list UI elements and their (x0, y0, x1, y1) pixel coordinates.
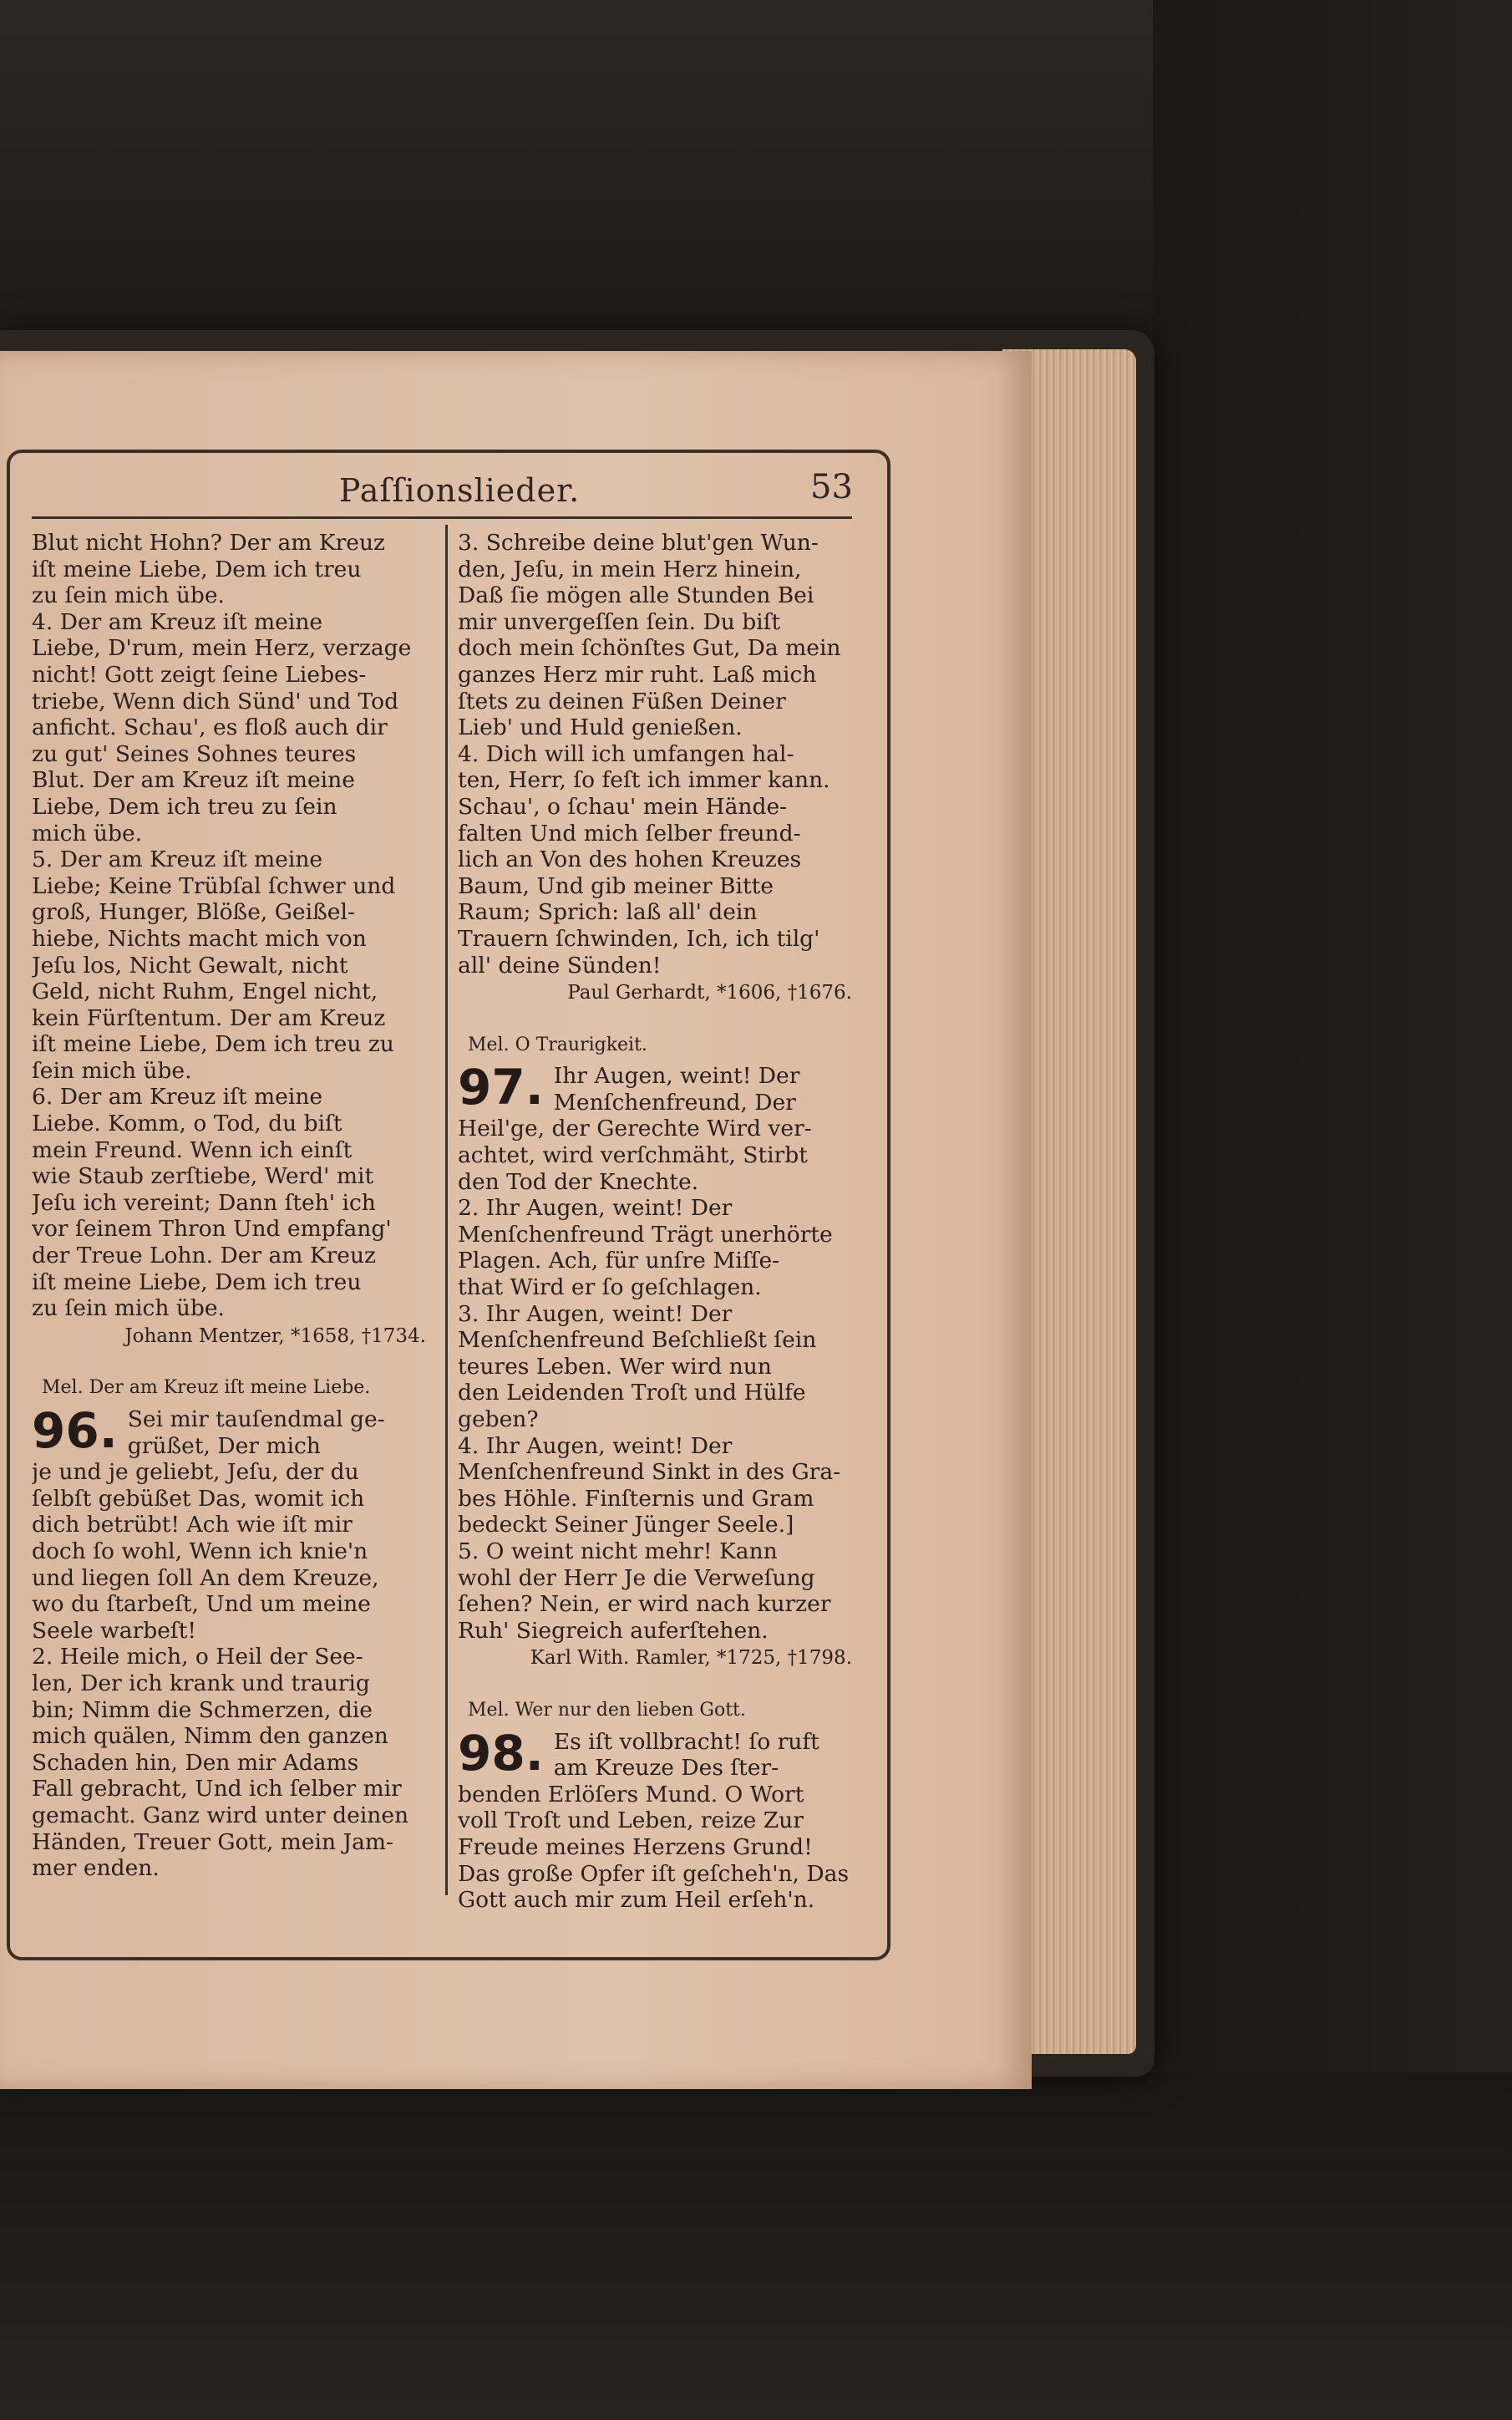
text-line: Schaden hin, Den mir Adams (32, 1749, 359, 1776)
text-line: teures Leben. Wer wird nun (458, 1353, 772, 1380)
text-line: Freude meines Herzens Grund! (458, 1833, 813, 1860)
hymn-96-body (32, 1459, 431, 1882)
text-line: ſein mich übe. (32, 1057, 192, 1084)
text-line: doch mein ſchönſtes Gut, Da mein (458, 635, 841, 662)
text-line: Liebe, Dem ich treu zu ſein (32, 793, 337, 820)
text-line: 5. Der am Kreuz iſt meine (32, 846, 323, 873)
text-line: nicht! Gott zeigt ſeine Liebes- (32, 661, 367, 688)
text-line: den Tod der Knechte. (458, 1168, 699, 1195)
text-line: Trauern ſchwinden, Ich, ich tilg' (458, 925, 820, 952)
author-line: Johann Mentzer, *1658, †1734. (124, 1324, 426, 1347)
text-line: wo du ſtarbeſt, Und um meine (32, 1591, 371, 1618)
hymn-number: 98. (458, 1724, 544, 1782)
text-line: Menſchenfreund Trägt unerhörte (458, 1221, 833, 1248)
text-line: mich übe. (32, 820, 143, 846)
background-right (1153, 0, 1512, 2420)
text-line: triebe, Wenn dich Sünd' und Tod (32, 688, 399, 714)
text-line: Liebe, D'rum, mein Herz, verzage (32, 635, 412, 662)
text-line: achtet, wird verſchmäht, Stirbt (458, 1142, 808, 1169)
text-line: Plagen. Ach, für unſre Miſſe- (458, 1248, 780, 1274)
text-line: grüßet, Der mich (127, 1432, 321, 1459)
text-line: wie Staub zerſtiebe, Werd' mit (32, 1163, 374, 1190)
author-line: Karl With. Ramler, *1725, †1798. (530, 1647, 852, 1670)
text-line: iſt meine Liebe, Dem ich treu (32, 1268, 362, 1295)
text-line: den, Jeſu, in mein Herz hinein, (458, 556, 802, 582)
hymn-97-body (458, 1116, 857, 1644)
text-line: iſt meine Liebe, Dem ich treu (32, 556, 362, 582)
text-line: ſehen? Nein, er wird nach kurzer (458, 1591, 831, 1618)
text-line: Lieb' und Huld genießen. (458, 714, 743, 741)
text-line: all' deine Sünden! (458, 952, 662, 979)
text-line: vor ſeinem Thron Und empfang' (32, 1216, 392, 1243)
author-line: Paul Gerhardt, *1606, †1676. (567, 982, 852, 1004)
background-bottom (0, 2072, 1512, 2420)
text-line: Liebe. Komm, o Tod, du biſt (32, 1111, 342, 1137)
text-line: kein Fürſtentum. Der am Kreuz (32, 1004, 386, 1031)
left-column (32, 530, 431, 1882)
text-line: 6. Der am Kreuz iſt meine (32, 1084, 323, 1111)
text-line: 5. O weint nicht mehr! Kann (458, 1538, 778, 1564)
text-line: dich betrübt! Ach wie iſt mir (32, 1512, 353, 1538)
text-line: bedeckt Seiner Jünger Seele.] (458, 1512, 794, 1538)
text-line: ten, Herr, ſo feſt ich immer kann. (458, 767, 830, 794)
text-line: Blut. Der am Kreuz iſt meine (32, 767, 355, 794)
text-line: ganzes Herz mir ruht. Laß mich (458, 661, 817, 688)
text-line: bin; Nimm die Schmerzen, die (32, 1696, 373, 1723)
text-line: Ihr Augen, weint! Der (553, 1063, 800, 1090)
text-line: Geld, nicht Ruhm, Engel nicht, (32, 979, 378, 1005)
text-line: Liebe; Keine Trübſal ſchwer und (32, 872, 396, 899)
text-line: mich quälen, Nimm den ganzen (32, 1723, 388, 1750)
text-line: 3. Ihr Augen, weint! Der (458, 1300, 733, 1327)
text-line: je und je geliebt, Jeſu, der du (32, 1459, 359, 1486)
text-line: Raum; Sprich: laß all' dein (458, 899, 758, 926)
melody-line: Mel. O Traurigkeit. (468, 1034, 647, 1055)
hymn-98-body (458, 1782, 857, 1914)
text-line: gemacht. Ganz wird unter deinen (32, 1802, 409, 1828)
text-line: am Kreuze Des ſter- (553, 1755, 779, 1782)
text-line: benden Erlöſers Mund. O Wort (458, 1781, 804, 1807)
text-line: Baum, Und gib meiner Bitte (458, 872, 774, 899)
header-rule (32, 516, 852, 519)
text-line: Blut nicht Hohn? Der am Kreuz (32, 530, 385, 556)
text-line: geben? (458, 1406, 539, 1432)
text-line: wohl der Herr Je die Verweſung (458, 1564, 815, 1591)
right-column (458, 530, 857, 1914)
text-line: voll Troſt und Leben, reize Zur (458, 1807, 804, 1834)
text-line: und liegen ſoll An dem Kreuze, (32, 1564, 379, 1591)
text-line: Es iſt vollbracht! ſo ruft (553, 1728, 819, 1755)
text-line: iſt meine Liebe, Dem ich treu zu (32, 1031, 394, 1058)
text-line: 3. Schreibe deine blut'gen Wun- (458, 530, 819, 556)
hymn-96-start (32, 1402, 431, 1459)
text-line: bes Höhle. Finſternis und Gram (458, 1485, 814, 1512)
text-line: Jeſu los, Nicht Gewalt, nicht (32, 952, 348, 979)
text-line: mer enden. (32, 1855, 160, 1882)
right-continuation (458, 530, 857, 979)
text-line: Menſchenfreund, Der (553, 1089, 796, 1116)
text-line: 2. Ihr Augen, weint! Der (458, 1195, 733, 1222)
text-line: Seele warbeſt! (32, 1617, 197, 1644)
text-line: hiebe, Nichts macht mich von (32, 925, 367, 952)
text-line: Händen, Treuer Gott, mein Jam- (32, 1828, 393, 1855)
text-line: zu ſein mich übe. (32, 582, 225, 609)
text-line: that Wird er ſo geſchlagen. (458, 1274, 762, 1301)
text-line: groß, Hunger, Blöße, Geißel- (32, 899, 355, 926)
text-line: Jeſu ich vereint; Dann ſteh' ich (32, 1189, 376, 1216)
book-page (0, 351, 1032, 2089)
hymn-97-start (458, 1059, 857, 1116)
text-line: Sei mir tauſendmal ge- (127, 1406, 385, 1432)
text-line: 4. Dich will ich umfangen hal- (458, 740, 794, 767)
hymn-number: 96. (32, 1402, 118, 1459)
text-line: der Treue Lohn. Der am Kreuz (32, 1243, 377, 1269)
text-line: falten Und mich ſelber freund- (458, 820, 801, 846)
melody-line: Mel. Wer nur den lieben Gott. (468, 1699, 746, 1721)
text-line: ſelbſt gebüßet Das, womit ich (32, 1485, 365, 1512)
text-line: Das große Opfer iſt geſcheh'n, Das (458, 1860, 850, 1887)
text-line: ſtets zu deinen Füßen Deiner (458, 688, 786, 714)
text-line: mir unvergeſſen ſein. Du biſt (458, 608, 781, 635)
text-line: Menſchenfreund Sinkt in des Gra- (458, 1459, 841, 1486)
text-line: Ruh' Siegreich auferſtehen. (458, 1617, 769, 1644)
text-line: Fall gebracht, Und ich ſelber mir (32, 1776, 402, 1802)
text-line: Menſchenfreund Beſchließt ſein (458, 1327, 817, 1354)
column-divider (445, 525, 448, 1895)
text-line: 4. Ihr Augen, weint! Der (458, 1432, 733, 1459)
text-line: Schau', o ſchau' mein Hände- (458, 793, 788, 820)
text-line: mein Freund. Wenn ich einſt (32, 1136, 353, 1163)
text-line: len, Der ich krank und traurig (32, 1670, 370, 1696)
text-line: doch ſo wohl, Wenn ich knie'n (32, 1538, 368, 1564)
page-number: 53 (810, 468, 853, 506)
text-line: lich an Von des hohen Kreuzes (458, 846, 802, 873)
hymn-98-start (458, 1724, 857, 1782)
text-line: den Leidenden Troſt und Hülfe (458, 1380, 806, 1406)
text-line: 4. Der am Kreuz iſt meine (32, 608, 323, 635)
left-continuation (32, 530, 431, 1322)
melody-line: Mel. Der am Kreuz iſt meine Liebe. (42, 1377, 371, 1399)
text-line: zu ſein mich übe. (32, 1295, 225, 1322)
text-line: Heil'ge, der Gerechte Wird ver- (458, 1116, 812, 1142)
text-line: 2. Heile mich, o Heil der See- (32, 1644, 363, 1670)
text-line: anficht. Schau', es floß auch dir (32, 714, 388, 741)
text-line: Daß ſie mögen alle Stunden Bei (458, 582, 814, 609)
text-line: zu gut' Seines Sohnes teures (32, 740, 357, 767)
text-line: Gott auch mir zum Heil erſeh'n. (458, 1887, 815, 1914)
running-title: Paſſionslieder. (338, 472, 581, 509)
hymn-number: 97. (458, 1059, 544, 1116)
